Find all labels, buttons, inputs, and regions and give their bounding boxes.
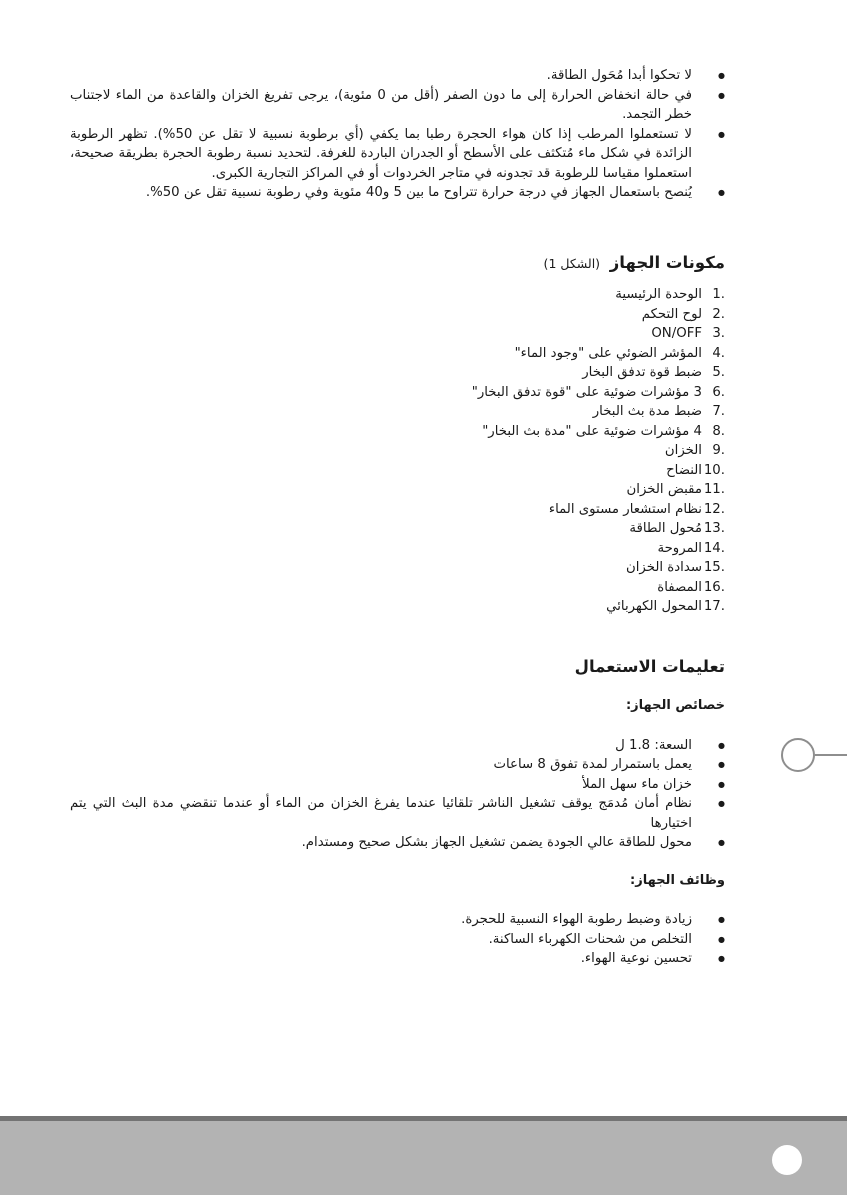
item-label: الوحدة الرئيسية	[615, 287, 702, 302]
list-item	[70, 539, 725, 559]
list-item	[70, 305, 725, 325]
item-label: سدادة الخزان	[625, 560, 702, 575]
list-item	[70, 461, 725, 481]
list-item: ● لا تحكوا أبدا مُحَول الطاقة.	[70, 66, 725, 86]
list-item: ● يُنصح باستعمال الجهاز في درجة حرارة تتراوح ما بين 5 و40 مئوية وفي رطوبة نسبية تقل عن 50%.	[70, 183, 725, 203]
item-label: النضاح	[666, 462, 702, 478]
features-heading: خصائص الجهاز:	[625, 698, 725, 713]
item-label: ضبط مدة بث البخار	[592, 404, 702, 419]
item-label: 4 مؤشرات ضوئية على "مدة بث البخار"	[482, 423, 702, 439]
item-number: 9.	[712, 443, 725, 458]
list-item	[70, 363, 725, 383]
page-number-dot	[772, 1145, 802, 1175]
item-number: 12.	[703, 501, 725, 517]
item-label: نظام استشعار مستوى الماء	[548, 501, 702, 517]
item-label: لوح التحكم	[641, 306, 702, 322]
list-item	[70, 383, 725, 403]
components-heading	[70, 253, 725, 274]
item-number: 5.	[712, 365, 725, 380]
item-label: ضبط قوة تدفق البخار	[582, 365, 702, 380]
list-item	[70, 480, 725, 500]
item-number: 6.	[712, 384, 725, 400]
components-title: مكونات الجهاز	[609, 252, 725, 272]
list-item: ● خزان ماء سهل الملأ	[70, 775, 725, 795]
features-list	[70, 736, 725, 853]
section-tab-marker	[781, 738, 815, 772]
item-label: المصفاة	[657, 579, 702, 595]
list-item: ● يعمل باستمرار لمدة تفوق 8 ساعات	[70, 755, 725, 775]
components-list	[70, 285, 725, 617]
footer-divider	[0, 1116, 847, 1121]
list-item	[70, 519, 725, 539]
item-number: 4.	[712, 345, 725, 361]
item-label: مقبض الخزان	[626, 482, 702, 497]
list-item: ● نظام أمان مُدمَج يوقف تشغيل الناشر تلقائيا عندما يفرغ الخزان من الماء أو عندما تنقضي مدة البث التي يتم اختيارها	[70, 794, 725, 833]
item-number: 3.	[712, 326, 725, 341]
item-number: 11.	[703, 482, 725, 497]
list-item: ● محول للطاقة عالي الجودة يضمن تشغيل الجهاز بشكل صحيح ومستدام.	[70, 833, 725, 853]
list-item: ● السعة: 1.8 ل	[70, 736, 725, 756]
item-label: مُحول الطاقة	[629, 521, 702, 536]
list-item	[70, 578, 725, 598]
functions-list	[70, 910, 725, 969]
item-label: المروحة	[657, 540, 702, 556]
functions-heading: وظائف الجهاز:	[630, 872, 725, 888]
item-label: 3 مؤشرات ضوئية على "قوة تدفق البخار"	[471, 384, 702, 400]
list-item	[70, 285, 725, 305]
list-item	[70, 344, 725, 364]
item-label: الخزان	[664, 443, 702, 458]
item-number: 7.	[712, 404, 725, 419]
usage-heading: تعليمات الاستعمال	[574, 656, 725, 676]
list-item	[70, 597, 725, 617]
list-item: ● زيادة وضبط رطوبة الهواء النسبية للحجرة.	[70, 910, 725, 930]
item-number: 10.	[703, 462, 725, 478]
list-item	[70, 558, 725, 578]
item-number: 16.	[703, 579, 725, 595]
list-item	[70, 324, 725, 344]
item-number: 2.	[712, 306, 725, 322]
safety-notes-list	[70, 66, 725, 203]
list-item: ● لا تستعملوا المرطب إذا كان هواء الحجرة رطبا بما يكفي (أي برطوبة نسبية لا تقل عن 50%). تظهر الرطوبة الزائدة في شكل ماء مُتكثف على الأسطح أو الجدران الباردة للغرفة. لتحديد نسبة رطوبة الحجرة بطريقة صحيحة، استعملوا مقياسا للرطوبة قد تجدونه في متاجر الخردوات أو في المراكز التجارية الكبرى.	[70, 125, 725, 184]
section-tab-line	[815, 754, 847, 756]
list-item	[70, 441, 725, 461]
figure-reference: (الشكل 1)	[543, 255, 601, 271]
list-item	[70, 500, 725, 520]
item-number: 1.	[712, 287, 725, 302]
item-number: 15.	[703, 560, 725, 575]
list-item: ● التخلص من شحنات الكهرباء الساكنة.	[70, 930, 725, 950]
item-label: المحول الكهربائي	[606, 599, 702, 614]
list-item: ● تحسين نوعية الهواء.	[70, 949, 725, 969]
list-item: ● في حالة انخفاض الحرارة إلى ما دون الصفر (أقل من 0 مئوية)، يرجى تفريغ الخزان والقاعدة من الماء لاجتناب خطر التجمد.	[70, 86, 725, 125]
item-label: المؤشر الضوئي على "وجود الماء"	[514, 345, 702, 361]
item-number: 14.	[703, 540, 725, 556]
item-number: 13.	[703, 521, 725, 536]
page-footer	[0, 1116, 847, 1195]
item-label: ON/OFF	[651, 326, 702, 341]
item-number: 8.	[712, 423, 725, 439]
page-content	[70, 66, 725, 969]
item-number: 17.	[703, 599, 725, 614]
list-item	[70, 422, 725, 442]
list-item	[70, 402, 725, 422]
